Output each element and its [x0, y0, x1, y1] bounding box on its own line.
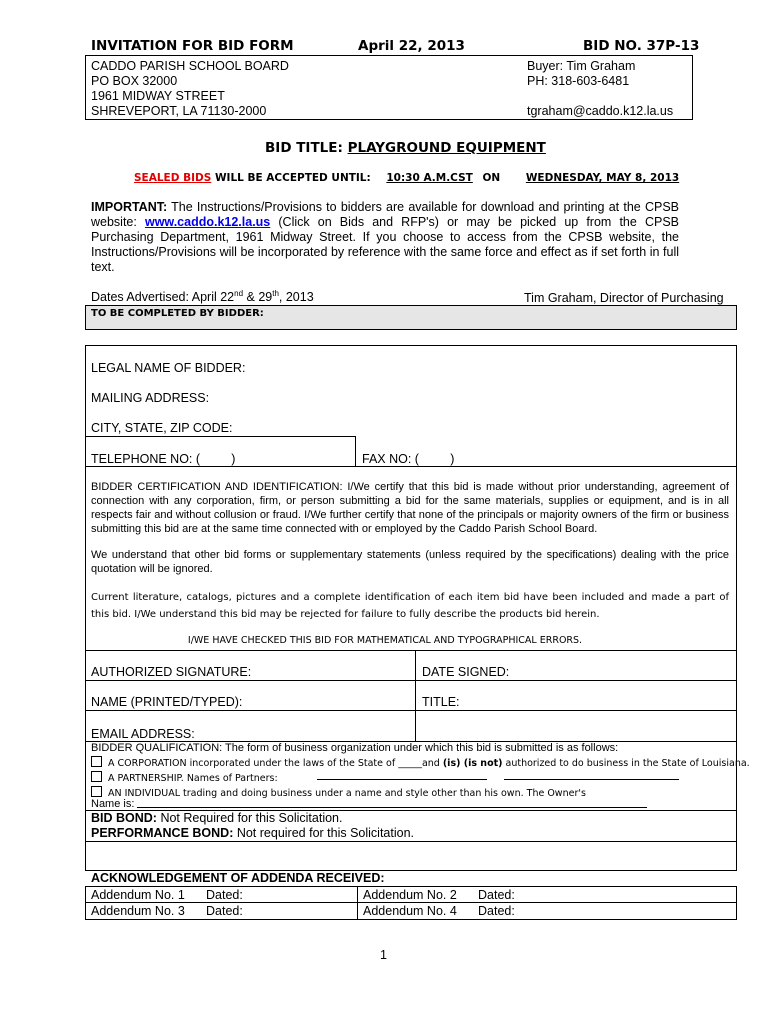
legal-name-field[interactable]: LEGAL NAME OF BIDDER: [91, 361, 246, 375]
sealed-bids-label: SEALED BIDS [134, 172, 212, 184]
deadline-on: ON [482, 172, 501, 184]
director-name: Tim Graham, Director of Purchasing [524, 291, 724, 305]
org-city: SHREVEPORT, LA 71130-2000 [91, 104, 267, 118]
certification-paragraph: BIDDER CERTIFICATION AND IDENTIFICATION: I/We certify that this bid is made without prior understanding, agreement of connection with any corporation, firm, or person submitting a bid for the same materials, supplies or equipment, and is in all respects fair and without collusion or fraud. I/We further certify that none of the principals or majority owners of the firm or business submitting this bid are at the same time connected with or employed by the Caddo Parish School Board. [91, 481, 729, 535]
city-state-zip-field[interactable]: CITY, STATE, ZIP CODE: [91, 421, 233, 435]
partnership-checkbox[interactable] [91, 771, 102, 782]
corporation-checkbox[interactable] [91, 756, 102, 767]
website-link[interactable]: www.caddo.k12.la.us [144, 215, 271, 229]
addenda-heading: ACKNOWLEDGEMENT OF ADDENDA RECEIVED: [91, 871, 385, 885]
bid-title-value: PLAYGROUND EQUIPMENT [347, 140, 546, 156]
bid-number: BID NO. 37P-13 [583, 38, 700, 54]
bid-forms-paragraph: We understand that other bid forms or supplementary statements (unless required by the specifications) dealing with the price quotation will be ignored. [91, 549, 729, 575]
addendum-4: Addendum No. 4 [363, 904, 457, 918]
addendum-2: Addendum No. 2 [363, 888, 457, 902]
important-paragraph: IMPORTANT: The Instructions/Provisions to bidders are available for download and printing at the CPSB website: www.caddo.k12.la.us (Click on Bids and RFP's) or may be picked up from the CPSB Purchasing Department, 1961 Midway Street. If you choose to access from the CPSB website, the Instructions/Provisions will be incorporated by reference with the same force and effect as if set forth in full text. [91, 200, 679, 274]
bid-bond: BID BOND: Not Required for this Solicitation. [91, 811, 343, 825]
title-field[interactable]: TITLE: [422, 695, 460, 709]
addendum-3-dated[interactable]: Dated: [206, 904, 243, 918]
email-address-field[interactable]: EMAIL ADDRESS: [91, 727, 195, 741]
individual-option[interactable]: AN INDIVIDUAL trading and doing business under a name and style other than his own. The Owner's [91, 786, 586, 799]
deadline-day: WEDNESDAY, MAY 8, 2013 [525, 172, 680, 184]
org-pobox: PO BOX 32000 [91, 74, 178, 88]
fax-field[interactable]: FAX NO: ( ) [362, 452, 455, 466]
addendum-2-dated[interactable]: Dated: [478, 888, 515, 902]
buyer-email: tgraham@caddo.k12.la.us [527, 104, 674, 118]
name-printed-field[interactable]: NAME (PRINTED/TYPED): [91, 695, 243, 709]
sealed-bids-text: WILL BE ACCEPTED UNTIL: [211, 172, 371, 184]
authorized-signature-field[interactable]: AUTHORIZED SIGNATURE: [91, 665, 252, 679]
form-date: April 22, 2013 [358, 38, 465, 54]
page-number: 1 [380, 948, 387, 962]
qualification-heading: BIDDER QUALIFICATION: The form of business organization under which this bid is submitted is as follows: [91, 742, 619, 754]
performance-bond: PERFORMANCE BOND: Not required for this Solicitation. [91, 826, 414, 840]
individual-checkbox[interactable] [91, 786, 102, 797]
mailing-address-field[interactable]: MAILING ADDRESS: [91, 391, 210, 405]
partnership-option[interactable]: A PARTNERSHIP. Names of Partners: [91, 771, 278, 784]
owner-name-line[interactable] [137, 807, 647, 808]
bid-title [265, 140, 546, 156]
buyer-phone: PH: 318-603-6481 [527, 74, 630, 88]
owner-name-label: Name is: [91, 798, 135, 810]
to-be-completed-bar [85, 305, 737, 330]
addendum-3: Addendum No. 3 [91, 904, 185, 918]
errors-checked-statement: I/WE HAVE CHECKED THIS BID FOR MATHEMATICAL AND TYPOGRAPHICAL ERRORS. [187, 635, 583, 646]
date-signed-field[interactable]: DATE SIGNED: [422, 665, 510, 679]
addendum-1-dated[interactable]: Dated: [206, 888, 243, 902]
form-title: INVITATION FOR BID FORM [91, 38, 294, 54]
org-street: 1961 MIDWAY STREET [91, 89, 225, 103]
bid-title-label: BID TITLE: [265, 140, 343, 156]
to-be-completed-label: TO BE COMPLETED BY BIDDER: [91, 308, 264, 319]
dates-advertised: Dates Advertised: April 22nd & 29th, 2013 [91, 289, 314, 305]
literature-paragraph: Current literature, catalogs, pictures and a complete identification of each item bid have been included and made a part of this bid. I/We understand this bid may be rejected for failure to fully describe the products bid herein. [91, 592, 729, 620]
org-name: CADDO PARISH SCHOOL BOARD [91, 59, 289, 73]
telephone-field[interactable]: TELEPHONE NO: ( ) [91, 452, 236, 466]
deadline-time: 10:30 A.M.CST [386, 172, 473, 184]
sealed-bids-line [134, 172, 679, 184]
buyer-name: Buyer: Tim Graham [527, 59, 636, 73]
org-box [85, 55, 693, 120]
addendum-4-dated[interactable]: Dated: [478, 904, 515, 918]
addendum-1: Addendum No. 1 [91, 888, 185, 902]
important-label: IMPORTANT: [91, 200, 168, 214]
corporation-option[interactable]: A CORPORATION incorporated under the laws of the State of _____and (is) (is not) authorized to do business in the State of Louisiana. [91, 756, 750, 769]
